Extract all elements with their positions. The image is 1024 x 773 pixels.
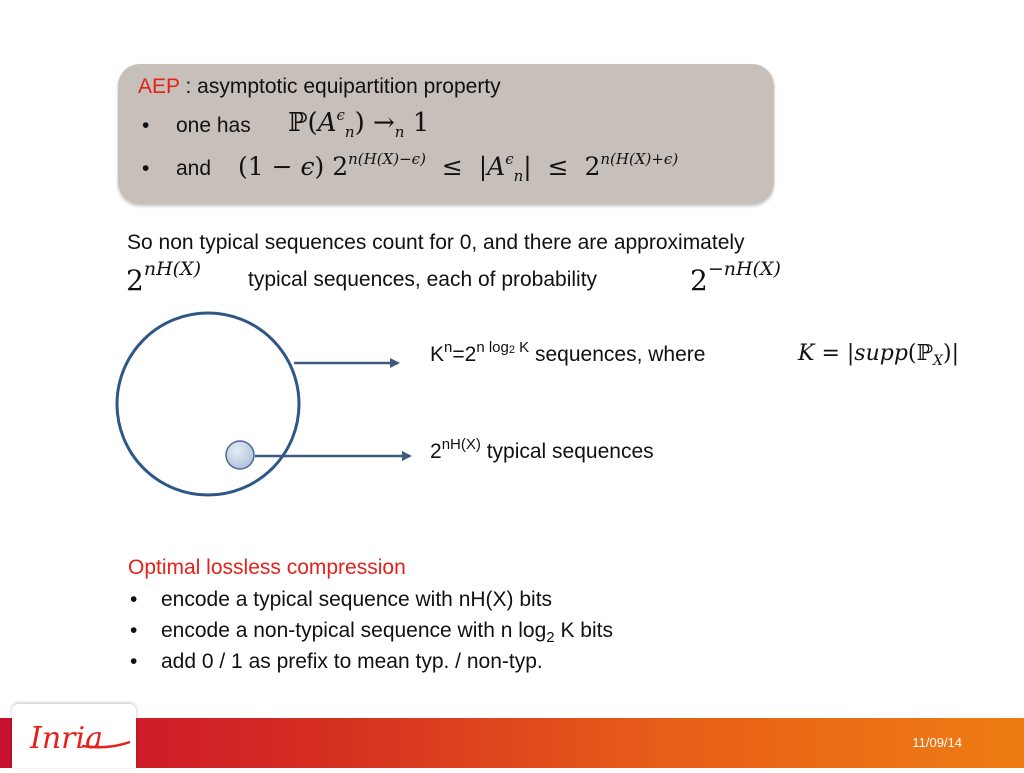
typical-sequences-text: typical sequences — [486, 440, 654, 463]
typical-sequences-label: $2^{nH(X)}$ typical sequences — [430, 436, 654, 463]
bullet-char: • — [130, 650, 138, 673]
inria-logo — [12, 704, 136, 768]
aep-title-text: : asymptotic equipartition property — [179, 75, 501, 98]
formula-k-support: K = |supp(ℙ$_X$)| — [798, 341, 960, 369]
svg-text:Inria: Inria — [30, 721, 103, 756]
aep-acronym: AEP — [138, 75, 180, 98]
all-sequences-text: sequences, where — [535, 343, 706, 366]
formula-probability: $ℙ(A^\epsilon_n) \to_n$ 1 — [288, 106, 430, 141]
compression-item-1 — [130, 588, 552, 612]
bullet-char: • — [130, 619, 138, 642]
typical-set-circle — [226, 441, 254, 469]
bullet-char: • — [142, 114, 150, 137]
aep-bullet-2-label: and — [176, 157, 212, 180]
bullet-char: • — [130, 588, 138, 611]
bullet-char: • — [142, 157, 150, 180]
formula-two-minus-nhx: $2^{-nH(X)}$ — [690, 258, 781, 297]
footer-band — [0, 718, 1024, 768]
formula-bounds: (1 − ϵ) $2^{n(H(X)-\epsilon)} \le |A^\epsilon_n| \le 2^{n(H(X)+\epsilon)}$ — [238, 150, 679, 185]
inria-logo-mark — [12, 704, 136, 768]
compression-item-3-text: add 0 / 1 as prefix to mean typ. / non-typ. — [161, 650, 543, 673]
compression-item-2: • encode a non-typical sequence with n $\log_2 K$ bits — [130, 619, 613, 646]
slide-date: 11/09/14 — [912, 735, 962, 750]
aep-bullet-1-label: one has — [176, 114, 251, 137]
compression-heading: Optimal lossless compression — [128, 556, 406, 579]
all-sequences-circle — [117, 313, 299, 495]
compression-item-3 — [130, 650, 543, 674]
all-sequences-label: $K^n=2^{n log_2 K}$ sequences, where — [430, 339, 706, 366]
compression-item-2-tail: K bits — [554, 619, 613, 642]
compression-item-1-text: encode a typical sequence with nH(X) bits — [161, 588, 553, 611]
summary-line-2: typical sequences, each of probability — [248, 268, 598, 291]
compression-item-2-text: encode a non-typical sequence with n log — [161, 619, 547, 642]
formula-two-nhx: $2^{nH(X)}$ — [126, 258, 201, 297]
summary-line-1: So non typical sequences count for 0, and there are approximately — [127, 231, 745, 254]
